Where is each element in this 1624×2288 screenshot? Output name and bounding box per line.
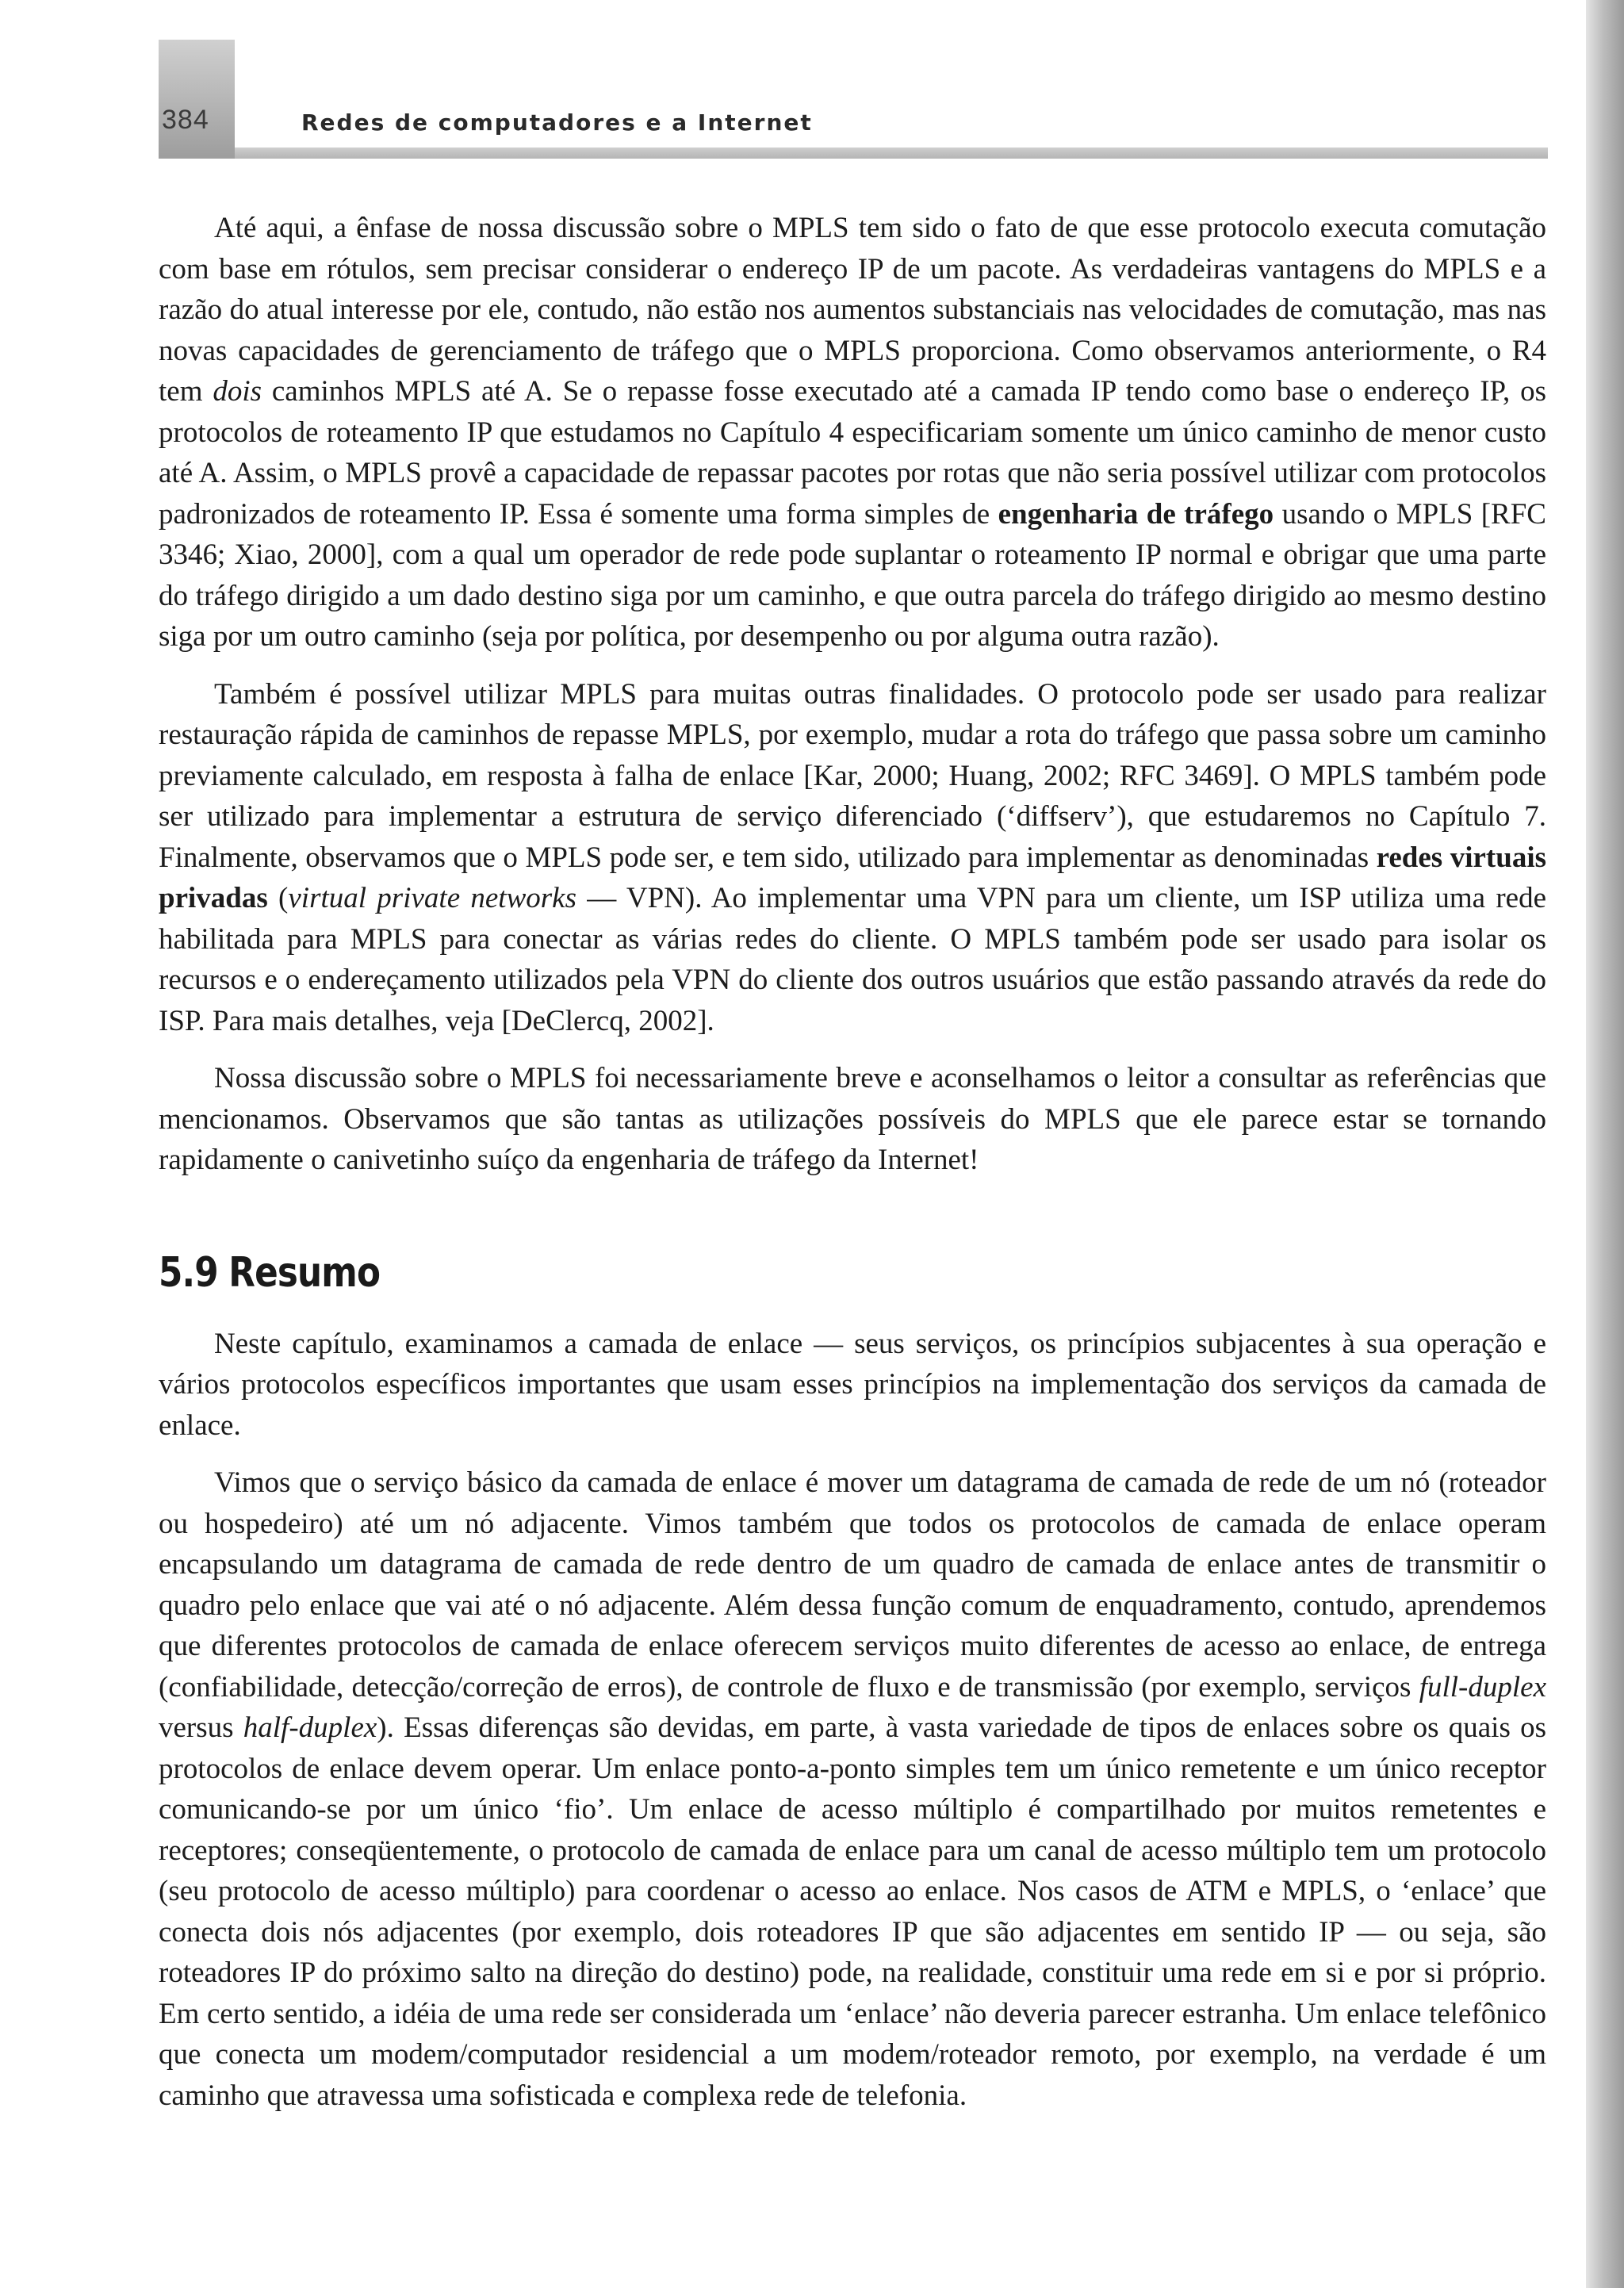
paragraph-mpls-conclusion: Nossa discussão sobre o MPLS foi necessariamente breve e aconselhamos o leitor a consultar as referências que mencionamos. Observamos que são tantas as utilizações possíveis do MPLS que ele parece estar se tornando rapidamente o canivetinho suíço da engenharia de tráfego da Internet! <box>159 1062 1546 1176</box>
paragraph-summary-intro: Neste capítulo, examinamos a camada de enlace — seus serviços, os princípios subjacentes à sua operação e vários protocolos específicos importantes que usam esses princípios na implementação dos serviços da camada de enlace. <box>159 1327 1546 1442</box>
paragraph-summary-link-layer: Vimos que o serviço básico da camada de enlace é mover um datagrama de camada de rede de um nó (roteador ou hospedeiro) até um nó adjacente. Vimos também que todos os protocolos de camada de enlace operam encapsulando um datagrama de camada de rede dentro de um quadro de camada de enlace antes de transmitir o quadro pelo enlace que vai até o nó adjacente. Além dessa função comum de enquadramento, contudo, aprendemos que diferentes protocolos de camada de enlace oferecem serviços muito diferentes de acesso ao enlace, de entrega (confiabilidade, detecção/correção de erros), de controle de fluxo e de transmissão (por exemplo, serviços full-duplex versus half-duplex). Essas diferenças são devidas, em parte, à vasta variedade de tipos de enlaces sobre os quais os protocolos de enlace devem operar. Um enlace ponto-a-ponto simples tem um único remetente e um único receptor comunicando-se por um único ‘fio’. Um enlace de acesso múltiplo é compartilhado por muitos remetentes e receptores; conseqüentemente, o protocolo de camada de enlace para um canal de acesso múltiplo tem um protocolo (seu protocolo de acesso múltiplo) para coordenar o acesso ao enlace. Nos casos de ATM e MPLS, o ‘enlace’ que conecta dois nós adjacentes (por exemplo, dois roteadores IP que são adjacentes em sentido IP — ou seja, são roteadores IP do próximo salto na direção do destino) pode, na realidade, constituir uma rede em si e por si próprio. Em certo sentido, a idéia de uma rede ser considerada um ‘enlace’ não deveria parecer estranha. Um enlace telefônico que conecta um modem/computador residencial a um modem/roteador remoto, por exemplo, na verdade é um caminho que atravessa uma sofisticada e complexa rede de telefonia. <box>159 1466 1546 2112</box>
paragraph-mpls-traffic-engineering: Até aqui, a ênfase de nossa discussão sobre o MPLS tem sido o fato de que esse protocolo executa comutação com base em rótulos, sem precisar considerar o endereço IP de um pacote. As verdadeiras vantagens do MPLS e a razão do atual interesse por ele, contudo, não estão nos aumentos substanciais nas velocidades de comutação, mas nas novas capacidades de gerenciamento de tráfego que o MPLS proporciona. Como observamos anteriormente, o R4 tem dois caminhos MPLS até A. Se o repasse fosse executado até a camada IP tendo como base o endereço IP, os protocolos de roteamento IP que estudamos no Capítulo 4 especificariam somente um único caminho de menor custo até A. Assim, o MPLS provê a capacidade de repassar pacotes por rotas que não seria possível utilizar com protocolos padronizados de roteamento IP. Essa é somente uma forma simples de engenharia de tráfego usando o MPLS [RFC 3346; Xiao, 2000], com a qual um operador de rede pode suplantar o roteamento IP normal e obrigar que uma parte do tráfego dirigido a um dado destino siga por um caminho, e que outra parcela do tráfego dirigido ao mesmo destino siga por um outro caminho (seja por política, por desempenho ou por alguma outra razão). <box>159 212 1546 653</box>
page-number-badge <box>159 40 235 159</box>
page-number: 384 <box>162 105 209 135</box>
section-heading <box>159 1249 1324 1297</box>
section-title: Resumo <box>228 1248 381 1297</box>
section-number: 5.9 <box>159 1248 218 1297</box>
page-edge-shadow <box>1586 0 1624 2288</box>
page-body <box>159 208 1546 2133</box>
running-title: Redes de computadores e a Internet <box>301 109 813 136</box>
paragraph-mpls-other-uses: Também é possível utilizar MPLS para muitas outras finalidades. O protocolo pode ser usado para realizar restauração rápida de caminhos de repasse MPLS, por exemplo, mudar a rota do tráfego que passa sobre um caminho previamente calculado, em resposta à falha de enlace [Kar, 2000; Huang, 2002; RFC 3469]. O MPLS também pode ser utilizado para implementar a estrutura de serviço diferenciado (‘diffserv’), que estudaremos no Capítulo 7. Finalmente, observamos que o MPLS pode ser, e tem sido, utilizado para implementar as denominadas redes virtuais privadas (virtual private networks — VPN). Ao implementar uma VPN para um cliente, um ISP utiliza uma rede habilitada para MPLS para conectar as várias redes do cliente. O MPLS também pode ser usado para isolar os recursos e o endereçamento utilizados pela VPN do cliente dos outros usuários que estão passando através da rede do ISP. Para mais detalhes, veja [DeClercq, 2002]. <box>159 677 1547 1037</box>
running-header <box>159 40 1548 159</box>
header-rule <box>235 148 1548 159</box>
